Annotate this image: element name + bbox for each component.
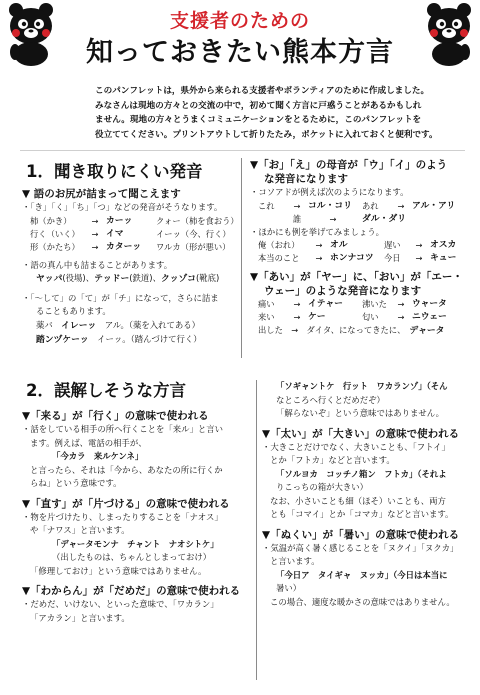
example-note: ダイタ、になってきたに、 [306,325,402,335]
s2-text: 「修理しておけ」という意味ではありません。 [30,565,207,576]
s1-text: ・「き」「く」「ち」「つ」などの発音がそうなります。 [22,202,223,212]
s2-text: ・話をしている相手の所へ行くことを「来ル」と言い [22,424,223,434]
intro-line: 役立ててください。プリントアウトして折りたたみ，ポケットに入れておくと便利です。 [95,129,438,140]
page-title: 知っておきたい熊本方言 [86,37,394,68]
s1r-text: ・コソアドが例えば次のようになります。 [250,187,409,197]
arrow: → [91,215,99,226]
dialect-word: クッゾコ [160,274,196,284]
dialect-word: ホンナコツ [330,253,374,263]
s1-text: ・「～して」の「て」が「チ」になって，さらに詰ま [22,292,219,303]
s1-text: ・語の真ん中も詰まることがあります。 [22,259,173,270]
example-note: イーッ。（踏んづけて行く） [97,334,202,344]
example-word: 形（かたち） [30,241,80,252]
subtitle: 支援者のための [169,10,310,32]
dialect-word: アル・アリ [412,200,456,211]
example-note: クォー（柿を食おう） [156,215,239,226]
example-word: 遅い [384,240,401,250]
s2r-quote: 「ソギャントケ 行ット ワカランゾ」（そん [276,381,448,391]
section-1-title: 1．聞き取りにくい発音 [26,162,203,181]
header-divider [20,150,465,151]
arrow: → [291,325,299,335]
example-word: 沸いた [362,299,387,309]
s2-quote: 「デャータモンナ チャント ナオシトケ」 [52,538,219,549]
s1-example-line [22,333,237,348]
s1-example-table [22,215,237,254]
s1-text: ることもあります。 [36,306,111,316]
s2-heading-2: ▼「直す」が「片づける」の意味で使われる [22,497,230,510]
dialect-word: イテャー [308,299,343,309]
dialect-word: カーッ [106,215,133,226]
s2-text: ・だめだ、いけない、といった意味で、「ワカラン」 [22,599,219,609]
dialect-word: ウャータ [412,299,447,309]
s1r-example-table [250,200,470,226]
example-word: 痛い [258,299,275,309]
s2-text: （出したものは、ちゃんとしまっておけ） [52,552,212,562]
column-divider-top [241,158,242,358]
example-word: 柿（かき） [30,215,72,226]
arrow: → [415,240,423,250]
arrow: → [415,253,423,263]
s2-text: や「ナワス」と言います。 [30,525,130,535]
intro-line: このパンフレットは，県外から来られる支援者やボランティアのために作成しました。 [95,86,430,96]
example-note: (靴底) [195,273,220,283]
bear-mascot-left-icon [3,0,59,66]
dialect-word: ヤッパ [36,274,63,284]
s1r-heading-1: な発音になります [264,173,348,185]
s2-quote: 「今カラ 来ルケンネ」 [52,451,144,461]
s1-example-line [22,319,237,334]
dialect-word: ニウェー [412,312,447,322]
s2r-text: なお、小さいことも細（ほそ）いことも、両方 [270,495,446,506]
example-note: アル。（薬を入れてある） [104,319,201,330]
example-note: イーッ（今、行く） [156,228,231,239]
example-word [412,213,470,226]
s2-heading-1: ▼「来る」が「行く」の意味で使われる [22,410,209,422]
arrow: → [397,299,405,309]
arrow: → [91,241,99,252]
s1r-example-table [250,239,470,265]
dialect-word: 踏ンヅケーッ [36,335,89,345]
example-word: 出した [258,325,283,335]
example-word: 俺（おれ） [258,240,300,250]
s2-text: ・物を片づけたり、しまったりすることを「ナオス」 [22,511,223,522]
s1r-heading-2: ▼「あい」が「ヤー」に、「おい」が「エー・ [250,271,463,283]
dialect-word: オル [330,240,348,250]
section-1-right [250,158,470,339]
s2r-quote: 「今日ア タイギャ ヌッカ」（今日は本当に [276,569,448,580]
s2-text: 「アカラン」と言います。 [30,612,130,623]
arrow: → [397,312,405,322]
s2r-text: ・気温が高く暑く感じることを「ヌクイ」「ヌクカ」 [262,542,459,553]
column-divider-bottom [256,380,257,680]
section-1-left [22,158,237,348]
s2r-quote: りこっちの箱が大きい） [276,482,368,492]
example-note: (役場)、 [62,273,95,283]
example-note: ワルカ（形が悪い） [156,241,231,252]
arrow: → [91,228,99,239]
example-word: あれ [362,200,379,211]
s2r-heading-2: ▼「ぬくい」が「暑い」の意味で使われる [262,528,460,541]
intro-paragraph [95,84,438,142]
arrow: → [315,240,323,250]
example-word: 来い [258,312,275,322]
s1r-heading-2: ウェー」のような発音になります [264,285,422,297]
s2r-heading-1: ▼「太い」が「大きい」の意味で使われる [262,427,460,440]
arrow: → [397,200,405,211]
intro-line: みなさんは現地の方々との交流の中で，初めて聞く方言に戸惑うことがあるかもしれ [95,100,422,111]
arrow: → [315,253,323,263]
example-word [394,213,408,226]
dialect-word: テッドー [94,274,130,284]
section-2-title: 2．誤解しそうな方言 [26,381,186,400]
s2-text: と言ったら、それは「今から、あなたの所に行くか [30,464,223,475]
s2r-text: この場合、適度な暖かさの意味ではありません。 [270,596,455,607]
s2-heading-3: ▼「わからん」が「だめだ」の意味で使われる [22,585,241,597]
example-word: 匂い [362,312,379,322]
example-word: 行く（いく） [30,228,80,239]
example-word [258,213,286,226]
s1-example-line [22,272,237,287]
s1r-example-line [250,324,470,339]
arrow: → [293,312,301,322]
s1r-text: ・ほかにも例を挙げてみましょう。 [250,226,384,237]
arrow: → [329,213,337,224]
example-word: 本当のこと [258,253,300,263]
example-word: 誰 [292,213,302,224]
dialect-word: イマ [106,228,124,239]
example-word: これ [258,200,275,211]
dialect-word: コル・コリ [308,200,352,211]
s2r-quote: 暑い） [276,583,302,593]
dialect-word: デャータ [409,326,445,336]
dialect-word: キュー [430,253,457,263]
s2r-text: ・大きことだけでなく、大きいことも、「フトイ」 [262,441,450,452]
s2r-quote: 「ソルヨカ コッチノ箱ン フトカ」（それよ [276,468,447,479]
s2-text: らね」という意味です。 [30,478,122,488]
dialect-word: イレーッ [61,320,97,331]
s1r-heading-1: ▼「お」「え」の母音が「ウ」「イ」のよう [250,159,448,171]
arrow: → [293,200,301,211]
s2r-text: 「解らないぞ」という意味ではありません。 [276,408,445,418]
s2-text: ます。例えば、電話の相手が、 [30,437,147,448]
arrow: → [293,299,301,309]
section-2-left [22,377,254,625]
s2r-quote: なところへ行くとだめだぞ） [276,394,385,405]
s2r-text: とも「コマイ」とか「コマカ」などと言います。 [270,509,454,519]
example-word: 今日 [384,253,401,263]
s1r-example-table [250,298,470,324]
section-2-right [262,380,474,609]
dialect-word: カターッ [106,241,142,252]
s2r-text: と言います。 [270,556,320,566]
dialect-word: ダル・ダリ [362,213,406,224]
s2r-text: とか「フトカ」などと言います。 [270,455,395,465]
bear-mascot-right-icon [421,0,477,66]
example-note: (鉄道)、 [129,273,161,283]
intro-line: ません。現地の方々とうまくコミュニケーションをとるために，このパンフレットを [95,115,422,125]
s1-heading-1: ▼ 語のお尻が詰まって聞こえます [22,188,181,200]
dialect-word: オスカ [430,240,457,250]
dialect-word: ケー [308,312,326,322]
example-word: 薬バ [36,319,53,330]
